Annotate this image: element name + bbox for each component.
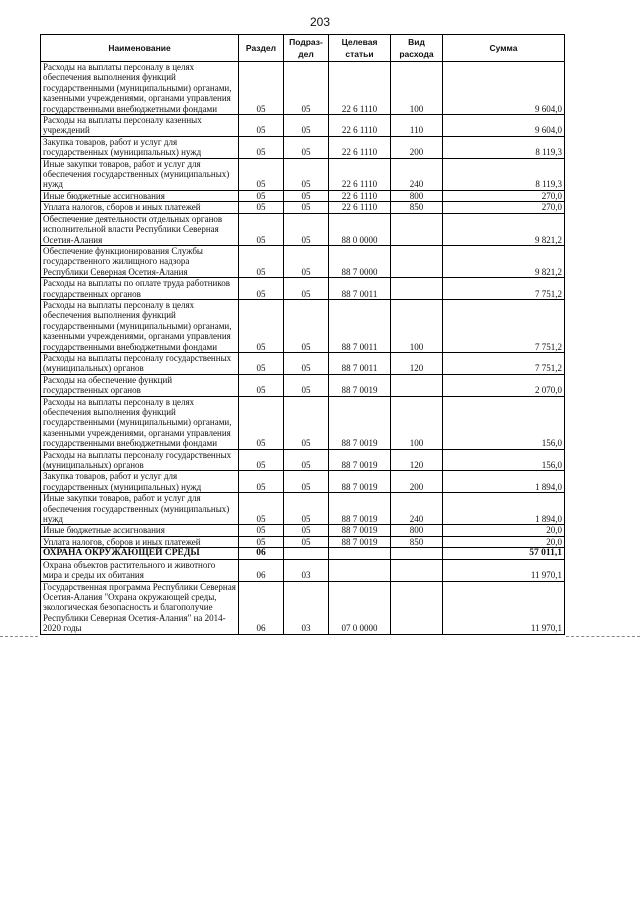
margin-dash-left: [0, 636, 38, 637]
cell-target: [329, 559, 391, 581]
cell-name: Закупка товаров, работ и услуг для государственных (муниципальных) нужд: [41, 136, 239, 158]
table-row: [41, 525, 565, 536]
cell-section: 05: [239, 449, 284, 471]
cell-subsection: [284, 548, 329, 559]
cell-target: 22 6 1110: [329, 158, 391, 190]
cell-subsection: 05: [284, 374, 329, 396]
cell-target: 88 7 0019: [329, 493, 391, 525]
cell-section: 05: [239, 278, 284, 300]
cell-type: 200: [391, 136, 443, 158]
cell-name: Расходы на выплаты персоналу в целях обеспечения выполнения функций государственными (муниципальными) органами, казенными учреждениями, органами управления государственными внебюджетными фондами: [41, 396, 239, 449]
cell-sum: 8 119,3: [443, 136, 565, 158]
cell-target: 88 7 0019: [329, 374, 391, 396]
cell-sum: 8 119,3: [443, 158, 565, 190]
cell-target: 22 6 1110: [329, 136, 391, 158]
table-row: [41, 158, 565, 190]
cell-section: 05: [239, 213, 284, 245]
cell-subsection: 05: [284, 245, 329, 277]
cell-target: 88 7 0019: [329, 471, 391, 493]
cell-target: 22 6 1110: [329, 190, 391, 201]
header-name: Наименование: [41, 35, 239, 62]
cell-name: Расходы на выплаты персоналу государственных (муниципальных) органов: [41, 352, 239, 374]
cell-name: Расходы на выплаты персоналу государственных (муниципальных) органов: [41, 449, 239, 471]
cell-sum: 156,0: [443, 396, 565, 449]
cell-target: [329, 548, 391, 559]
cell-sum: 7 751,2: [443, 352, 565, 374]
header-subsection: Подраз-дел: [284, 35, 329, 62]
cell-section: 05: [239, 115, 284, 137]
cell-type: 200: [391, 471, 443, 493]
cell-section: 05: [239, 525, 284, 536]
cell-type: 110: [391, 115, 443, 137]
cell-sum: 20,0: [443, 536, 565, 547]
cell-sum: 9 821,2: [443, 213, 565, 245]
table-row: [41, 536, 565, 547]
cell-subsection: 05: [284, 471, 329, 493]
cell-section: 05: [239, 190, 284, 201]
cell-name: Расходы на обеспечение функций государственных органов: [41, 374, 239, 396]
cell-section: 05: [239, 471, 284, 493]
table-header-row: [41, 35, 565, 62]
cell-type: 240: [391, 158, 443, 190]
cell-sum: 11 970,1: [443, 559, 565, 581]
cell-target: 88 7 0019: [329, 449, 391, 471]
cell-subsection: 05: [284, 525, 329, 536]
cell-section: 05: [239, 493, 284, 525]
table-row: [41, 136, 565, 158]
cell-section: 06: [239, 581, 284, 634]
cell-name: Расходы на выплаты персоналу в целях обеспечения выполнения функций государственными (муниципальными) органами, казенными учреждениями, органами управления государственными внебюджетными фондами: [41, 299, 239, 352]
cell-section: 05: [239, 62, 284, 115]
cell-subsection: 05: [284, 396, 329, 449]
cell-target: 88 7 0011: [329, 352, 391, 374]
cell-name: ОХРАНА ОКРУЖАЮЩЕЙ СРЕДЫ: [41, 548, 239, 559]
cell-type: 120: [391, 449, 443, 471]
table-row: [41, 115, 565, 137]
cell-subsection: 05: [284, 158, 329, 190]
cell-section: 05: [239, 396, 284, 449]
cell-sum: 9 604,0: [443, 62, 565, 115]
cell-type: 100: [391, 396, 443, 449]
cell-subsection: 05: [284, 299, 329, 352]
cell-target: 88 7 0000: [329, 245, 391, 277]
cell-target: 88 0 0000: [329, 213, 391, 245]
cell-sum: 11 970,1: [443, 581, 565, 634]
table-row: [41, 213, 565, 245]
cell-target: 88 7 0019: [329, 536, 391, 547]
cell-type: [391, 213, 443, 245]
cell-section: 06: [239, 559, 284, 581]
cell-name: Уплата налогов, сборов и иных платежей: [41, 202, 239, 213]
table-row: [41, 559, 565, 581]
cell-type: 100: [391, 299, 443, 352]
cell-type: [391, 245, 443, 277]
cell-section: 05: [239, 158, 284, 190]
cell-sum: 2 070,0: [443, 374, 565, 396]
cell-subsection: 05: [284, 278, 329, 300]
table-row: [41, 449, 565, 471]
cell-name: Расходы на выплаты персоналу в целях обеспечения выполнения функций государственными (муниципальными) органами, казенными учреждениями, органами управления государственными внебюджетными фондами: [41, 62, 239, 115]
cell-subsection: 05: [284, 62, 329, 115]
cell-type: 800: [391, 525, 443, 536]
cell-type: [391, 374, 443, 396]
cell-sum: 156,0: [443, 449, 565, 471]
cell-subsection: 05: [284, 449, 329, 471]
table-row: [41, 62, 565, 115]
cell-subsection: 05: [284, 136, 329, 158]
cell-subsection: 05: [284, 536, 329, 547]
cell-subsection: 03: [284, 559, 329, 581]
cell-sum: 20,0: [443, 525, 565, 536]
cell-target: 22 6 1110: [329, 115, 391, 137]
cell-name: Иные бюджетные ассигнования: [41, 190, 239, 201]
cell-sum: 7 751,2: [443, 299, 565, 352]
cell-section: 06: [239, 548, 284, 559]
cell-name: Иные бюджетные ассигнования: [41, 525, 239, 536]
cell-name: Иные закупки товаров, работ и услуг для обеспечения государственных (муниципальных) нужд: [41, 493, 239, 525]
cell-subsection: 05: [284, 213, 329, 245]
header-section: Раздел: [239, 35, 284, 62]
cell-sum: 270,0: [443, 202, 565, 213]
cell-section: 05: [239, 352, 284, 374]
cell-target: 88 7 0011: [329, 299, 391, 352]
cell-type: 100: [391, 62, 443, 115]
cell-target: 88 7 0019: [329, 396, 391, 449]
cell-sum: 1 894,0: [443, 493, 565, 525]
cell-target: 22 6 1110: [329, 202, 391, 213]
cell-type: [391, 581, 443, 634]
cell-target: 22 6 1110: [329, 62, 391, 115]
cell-sum: 270,0: [443, 190, 565, 201]
cell-name: Охрана объектов растительного и животного мира и среды их обитания: [41, 559, 239, 581]
cell-name: Уплата налогов, сборов и иных платежей: [41, 536, 239, 547]
cell-subsection: 05: [284, 352, 329, 374]
cell-target: 07 0 0000: [329, 581, 391, 634]
cell-section: 05: [239, 245, 284, 277]
table-body: [41, 62, 565, 635]
page-number: 203: [309, 15, 331, 29]
table-row: [41, 493, 565, 525]
table-row: [41, 548, 565, 559]
cell-sum: 9 604,0: [443, 115, 565, 137]
cell-name: Расходы на выплаты по оплате труда работников государственных органов: [41, 278, 239, 300]
cell-name: Государственная программа Республики Северная Осетия-Алания "Охрана окружающей среды, экологическая безопасность и благополучие Республики Северная Осетия-Алания" на 2014-2020 годы: [41, 581, 239, 634]
table-row: [41, 245, 565, 277]
table-row: [41, 202, 565, 213]
table-row: [41, 374, 565, 396]
cell-type: 850: [391, 536, 443, 547]
table-row: [41, 352, 565, 374]
cell-name: Закупка товаров, работ и услуг для государственных (муниципальных) нужд: [41, 471, 239, 493]
table-row: [41, 581, 565, 634]
cell-section: 05: [239, 299, 284, 352]
cell-type: 850: [391, 202, 443, 213]
cell-section: 05: [239, 136, 284, 158]
header-type: Вид расхода: [391, 35, 443, 62]
cell-sum: 57 011,1: [443, 548, 565, 559]
cell-sum: 9 821,2: [443, 245, 565, 277]
cell-type: 120: [391, 352, 443, 374]
table-row: [41, 278, 565, 300]
cell-target: 88 7 0019: [329, 525, 391, 536]
cell-name: Обеспечение функционирования Службы государственного жилищного надзора Республики Северная Осетия-Алания: [41, 245, 239, 277]
cell-type: [391, 559, 443, 581]
cell-name: Иные закупки товаров, работ и услуг для обеспечения государственных (муниципальных) нужд: [41, 158, 239, 190]
table-row: [41, 471, 565, 493]
margin-dash-right: [566, 636, 640, 637]
table-row: [41, 299, 565, 352]
cell-subsection: 05: [284, 190, 329, 201]
cell-subsection: 05: [284, 115, 329, 137]
cell-section: 05: [239, 536, 284, 547]
cell-sum: 7 751,2: [443, 278, 565, 300]
cell-subsection: 05: [284, 493, 329, 525]
cell-type: 800: [391, 190, 443, 201]
cell-name: Обеспечение деятельности отдельных органов исполнительной власти Республики Северная Осетия-Алания: [41, 213, 239, 245]
cell-type: [391, 548, 443, 559]
budget-table: [40, 34, 565, 635]
cell-name: Расходы на выплаты персоналу казенных учреждений: [41, 115, 239, 137]
cell-sum: 1 894,0: [443, 471, 565, 493]
cell-type: [391, 278, 443, 300]
table-row: [41, 190, 565, 201]
cell-section: 05: [239, 202, 284, 213]
cell-target: 88 7 0011: [329, 278, 391, 300]
cell-subsection: 03: [284, 581, 329, 634]
table-row: [41, 396, 565, 449]
cell-type: 240: [391, 493, 443, 525]
cell-subsection: 05: [284, 202, 329, 213]
header-target: Целевая статьи: [329, 35, 391, 62]
cell-section: 05: [239, 374, 284, 396]
header-sum: Сумма: [443, 35, 565, 62]
